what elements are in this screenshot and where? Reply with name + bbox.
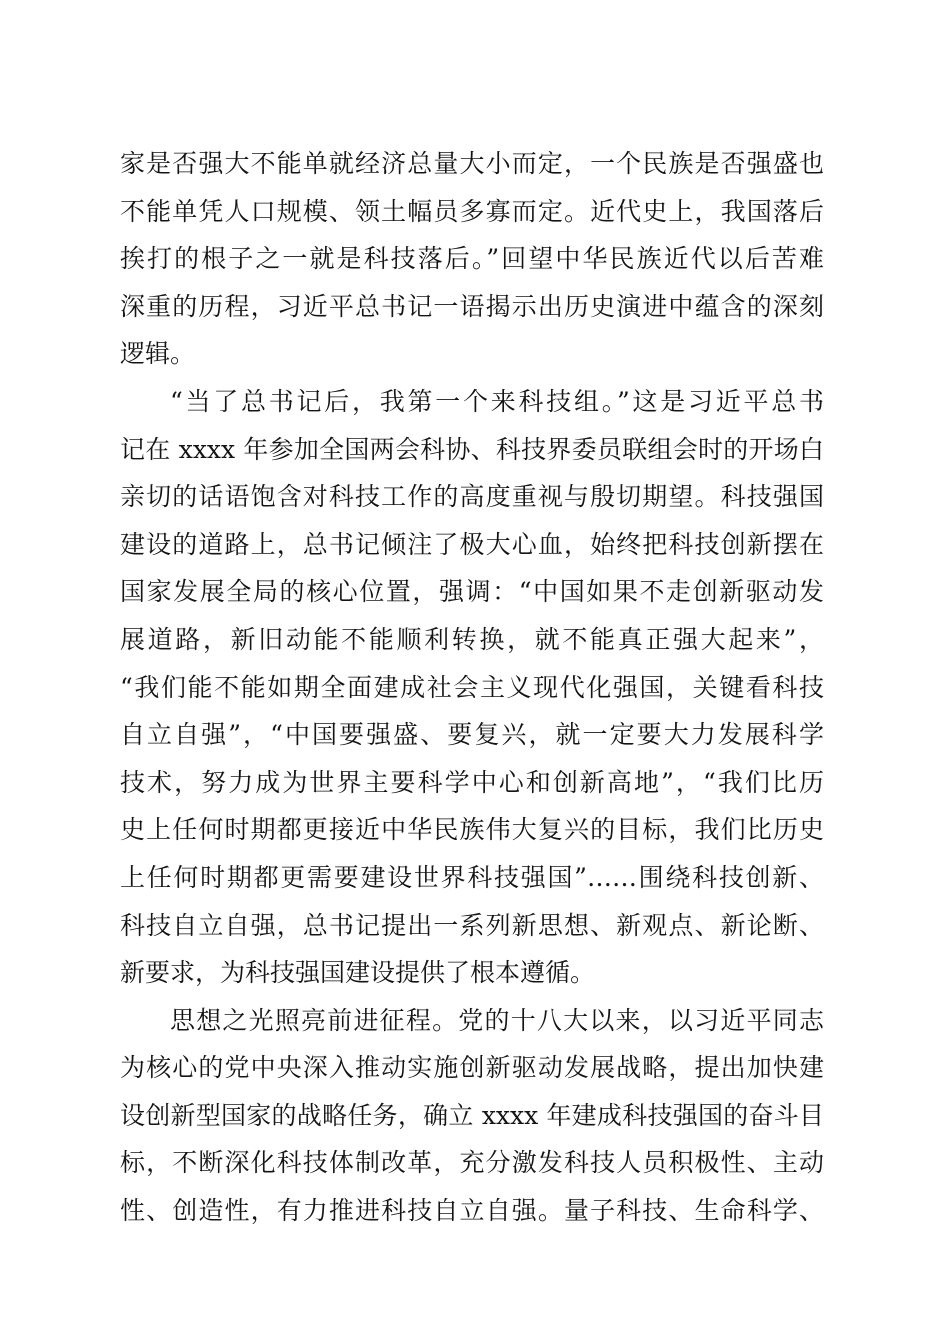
text-line: 上任何时期都更需要建设世界科技强国”……围绕科技创新、 (120, 862, 824, 892)
paragraph-first-line: 思想之光照亮前进征程。党的十八大以来，以习近平同志 (170, 1005, 824, 1035)
paragraph-first-line: “当了总书记后，我第一个来科技组。”这是习近平总书 (170, 386, 824, 416)
text-line: 标，不断深化科技体制改革，充分激发科技人员积极性、主动 (120, 1148, 824, 1178)
text-line: 史上任何时期都更接近中华民族伟大复兴的目标，我们比历史 (120, 815, 824, 845)
text-line: 家是否强大不能单就经济总量大小而定，一个民族是否强盛也 (120, 149, 824, 178)
text-line: 挨打的根子之一就是科技落后。”回望中华民族近代以后苦难 (120, 244, 824, 274)
text-line: 建设的道路上，总书记倾注了极大心血，始终把科技创新摆在 (120, 529, 824, 559)
text-line: 新要求，为科技强国建设提供了根本遵循。 (120, 958, 596, 988)
text-line: 逻辑。 (120, 339, 196, 369)
text-line: 记在 xxxx 年参加全国两会科协、科技界委员联组会时的开场白 (120, 434, 824, 464)
text-line: 技术，努力成为世界主要科学中心和创新高地”，“我们比历 (120, 767, 824, 797)
text-line: 国家发展全局的核心位置，强调：“中国如果不走创新驱动发 (120, 577, 824, 607)
text-line: 为核心的党中央深入推动实施创新驱动发展战略，提出加快建 (120, 1053, 824, 1083)
text-line: 设创新型国家的战略任务，确立 xxxx 年建成科技强国的奋斗目 (120, 1100, 824, 1130)
text-line: “我们能不能如期全面建成社会主义现代化强国，关键看科技 (120, 672, 824, 702)
text-line: 不能单凭人口规模、领土幅员多寡而定。近代史上，我国落后 (120, 196, 824, 226)
text-line: 性、创造性，有力推进科技自立自强。量子科技、生命科学、 (120, 1196, 824, 1226)
text-line: 深重的历程，习近平总书记一语揭示出历史演进中蕴含的深刻 (120, 291, 824, 321)
body-text (120, 140, 824, 1235)
text-line: 自立自强”，“中国要强盛、要复兴，就一定要大力发展科学 (120, 720, 824, 750)
text-line: 亲切的话语饱含对科技工作的高度重视与殷切期望。科技强国 (120, 482, 824, 512)
text-line: 科技自立自强，总书记提出一系列新思想、新观点、新论断、 (120, 910, 824, 940)
text-line: 展道路，新旧动能不能顺利转换，就不能真正强大起来”， (120, 624, 824, 654)
